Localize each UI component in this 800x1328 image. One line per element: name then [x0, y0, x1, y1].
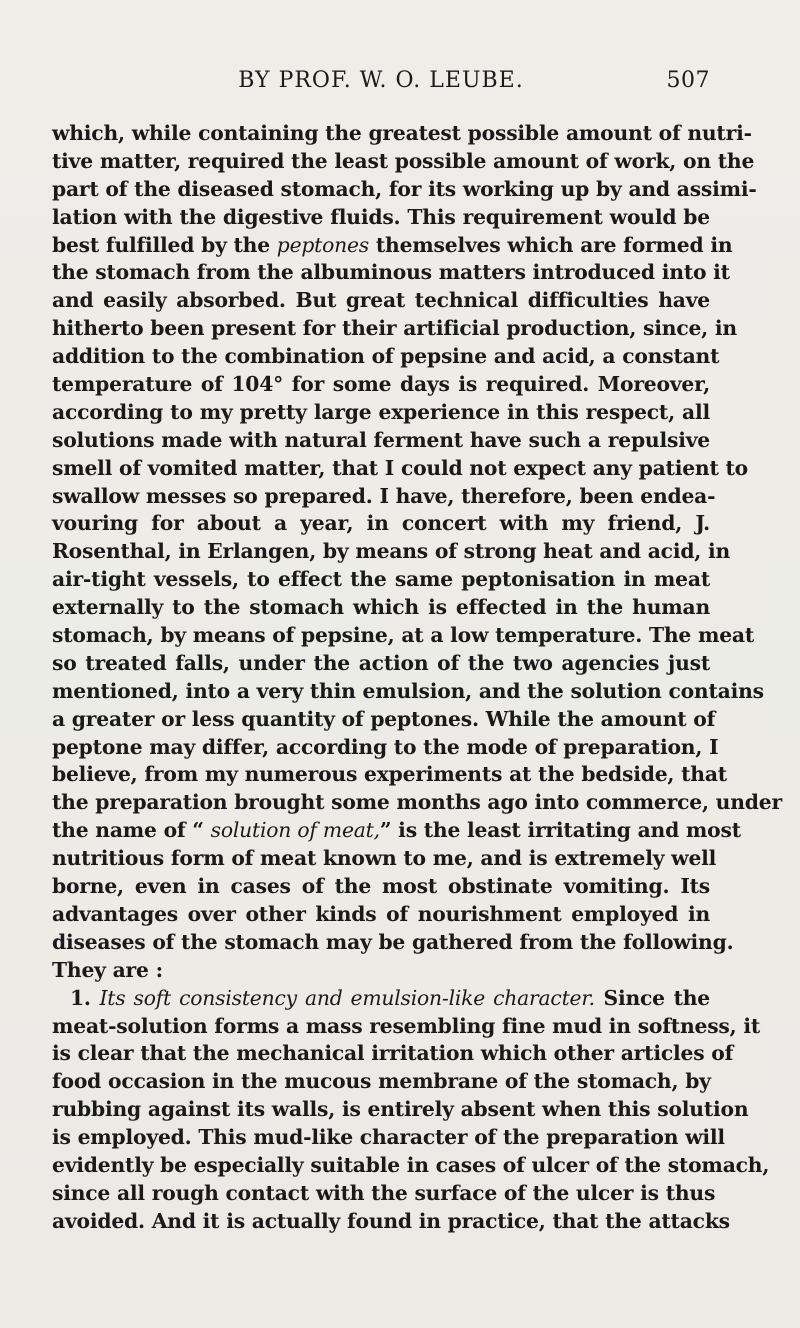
text-line — [52, 761, 727, 789]
text-line — [52, 1152, 770, 1180]
text-run: addition to the combination of pepsine and acid, a constant — [52, 344, 720, 369]
text-run: 1. — [70, 985, 100, 1010]
text-run: nutritious form of meat known to me, and is extremely well — [52, 846, 717, 871]
text-run: Since the — [594, 985, 711, 1010]
text-line — [52, 901, 710, 929]
text-line — [52, 706, 716, 734]
text-run: Rosenthal, in Erlangen, by means of strong heat and acid, in — [52, 539, 731, 564]
text-run: hitherto been present for their artificial production, since, in — [52, 316, 737, 341]
text-run: temperature of 104° for some days is required. Moreover, — [52, 372, 710, 397]
text-line — [52, 204, 710, 232]
italic-text: peptones — [276, 232, 369, 257]
text-line — [52, 734, 719, 762]
text-run: solutions made with natural ferment have such a repulsive — [52, 427, 710, 452]
text-line — [52, 929, 734, 957]
text-line — [52, 120, 752, 148]
text-line — [52, 455, 748, 483]
text-line — [52, 399, 710, 427]
text-run: mentioned, into a very thin emulsion, and the solution contains — [52, 678, 764, 703]
text-run: so treated falls, under the action of the two agencies just — [52, 650, 710, 675]
text-run: diseases of the stomach may be gathered from the following. — [52, 929, 734, 954]
body-text — [52, 120, 782, 1236]
text-run: part of the diseased stomach, for its working up by and assimi- — [52, 176, 757, 201]
text-line — [52, 817, 741, 845]
text-run: the stomach from the albuminous matters introduced into it — [52, 260, 730, 285]
text-line — [52, 176, 757, 204]
text-run: evidently be especially suitable in cases of ulcer of the stomach, — [52, 1152, 770, 1177]
text-line — [52, 1068, 710, 1096]
text-run: advantages over other kinds of nourishment employed in — [52, 901, 710, 926]
text-run: is employed. This mud-like character of the preparation will — [52, 1125, 725, 1150]
text-line — [52, 232, 733, 260]
text-run: avoided. And it is actually found in practice, that the attacks — [52, 1208, 730, 1233]
text-line — [52, 566, 710, 594]
text-run: rubbing against its walls, is entirely absent when this solution — [52, 1097, 749, 1122]
running-head — [52, 68, 710, 104]
text-line — [52, 483, 716, 511]
text-line — [52, 1208, 730, 1236]
text-run: best fulfilled by the — [52, 232, 277, 257]
text-line — [52, 287, 710, 315]
page-number: 507 — [666, 68, 710, 93]
text-line — [52, 622, 755, 650]
text-run: tive matter, required the least possible amount of work, on the — [52, 148, 755, 173]
text-run: ” is the least irritating and most — [379, 818, 741, 843]
text-line — [52, 1096, 749, 1124]
running-title: BY PROF. W. O. LEUBE. — [238, 68, 524, 93]
text-line — [52, 315, 737, 343]
text-run: lation with the digestive fluids. This requirement would be — [52, 204, 710, 229]
text-line — [52, 371, 710, 399]
text-run: the name of “ — [52, 818, 211, 843]
text-run: smell of vomited matter, that I could not expect any patient to — [52, 455, 748, 480]
text-run: since all rough contact with the surface of the ulcer is thus — [52, 1180, 716, 1205]
text-run: stomach, by means of pepsine, at a low temperature. The meat — [52, 623, 755, 648]
text-run: meat-solution forms a mass resembling fine mud in softness, it — [52, 1013, 761, 1038]
text-run: swallow messes so prepared. I have, therefore, been endea- — [52, 483, 716, 508]
text-line — [52, 259, 730, 287]
text-run: peptone may differ, according to the mode of preparation, I — [52, 734, 719, 759]
text-line — [52, 957, 710, 985]
text-run: is clear that the mechanical irritation which other articles of — [52, 1041, 734, 1066]
text-line — [52, 148, 755, 176]
text-run: externally to the stomach which is effected in the human — [52, 595, 710, 620]
text-run: a greater or less quantity of peptones. While the amount of — [52, 706, 716, 731]
text-run: borne, even in cases of the most obstinate vomiting. Its — [52, 874, 710, 899]
text-line — [52, 1124, 725, 1152]
text-run: themselves which are formed in — [369, 232, 733, 257]
text-line — [52, 510, 710, 538]
text-line — [52, 343, 720, 371]
text-run: They are : — [52, 957, 163, 982]
text-run: believe, from my numerous experiments at the bedside, that — [52, 762, 727, 787]
text-line — [52, 1180, 716, 1208]
text-line — [52, 873, 710, 901]
text-line — [52, 427, 710, 455]
text-run: according to my pretty large experience in this respect, all — [52, 399, 710, 424]
text-line — [52, 650, 710, 678]
text-run: the preparation brought some months ago into commerce, under — [52, 790, 782, 815]
text-line — [52, 678, 764, 706]
italic-text: solution of meat, — [210, 818, 380, 843]
text-line — [52, 789, 782, 817]
text-line — [52, 845, 717, 873]
text-run: and easily absorbed. But great technical difficulties have — [52, 288, 710, 313]
text-line — [52, 1013, 761, 1041]
text-line — [52, 985, 710, 1013]
text-line — [52, 538, 731, 566]
text-run: which, while containing the greatest possible amount of nutri- — [52, 121, 752, 145]
text-run: food occasion in the mucous membrane of the stomach, by — [52, 1069, 711, 1094]
text-run: vouring for about a year, in concert with my friend, J. — [52, 511, 710, 536]
text-line — [52, 594, 710, 622]
text-run: air-tight vessels, to effect the same peptonisation in meat — [52, 567, 710, 592]
italic-text: Its soft consistency and emulsion-like character. — [99, 985, 595, 1010]
text-line — [52, 1040, 734, 1068]
